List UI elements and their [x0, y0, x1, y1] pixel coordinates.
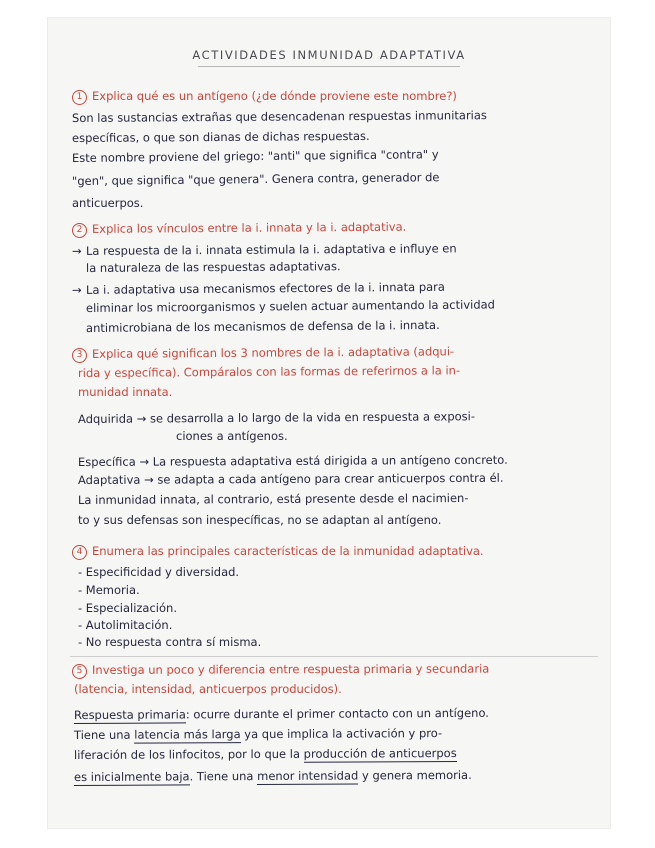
section-divider	[70, 656, 598, 657]
answer-4-item: - Especificidad y diversidad.	[78, 565, 240, 579]
title-underline	[198, 66, 460, 67]
question-1-text: Explica qué es un antígeno (¿de dónde proviene este nombre?)	[92, 89, 457, 103]
underlined-term: Respuesta primaria	[73, 707, 186, 722]
answer-5-line: Respuesta primaria: ocurre durante el primer contacto con un antígeno.	[73, 705, 489, 722]
arrow-icon: →	[71, 282, 82, 297]
answer-3-line: to y sus defensas son inespecíficas, no se adaptan al antígeno.	[78, 513, 442, 527]
answer-2-line: → La i. adaptativa usa mecanismos efectores de la i. innata para	[71, 279, 445, 297]
answer-2-line: → La respuesta de la i. innata estimula la i. adaptativa e influye en	[71, 241, 457, 258]
question-4	[72, 543, 610, 560]
question-2-text: Explica los vínculos entre la i. innata y la i. adaptativa.	[91, 219, 407, 236]
notebook-page	[48, 18, 610, 828]
answer-4-item: - Memoria.	[78, 583, 140, 597]
answer-4-item: - Autolimitación.	[78, 618, 173, 632]
question-3-line: munidad innata.	[78, 385, 173, 399]
answer-3-line: Adaptativa → se adapta a cada antígeno para crear anticuerpos contra él.	[77, 470, 504, 487]
answer-4-item: - Especialización.	[78, 601, 177, 615]
underlined-term: es inicialmente baja	[73, 769, 190, 784]
underlined-term: producción de anticuerpos	[303, 745, 457, 761]
answer-2-line: antimicrobiana de los mecanismos de defensa de la i. innata.	[85, 317, 440, 335]
page-title: ACTIVIDADES INMUNIDAD ADAPTATIVA	[192, 48, 466, 62]
answer-1-line: Son las sustancias extrañas que desencadenan respuestas inmunitarias	[71, 108, 487, 125]
arrow-icon: →	[71, 243, 82, 258]
question-3-text: Explica qué significan los 3 nombres de la i. adaptativa (adqui-	[91, 344, 455, 361]
answer-3-line: La inmunidad innata, al contrario, está presente desde el nacimien-	[77, 490, 469, 507]
answer-5-line: es inicialmente baja. Tiene una menor intensidad y genera memoria.	[73, 767, 472, 784]
answer-3-line: Adquirida → se desarrolla a lo largo de la vida en respuesta a exposi-	[77, 409, 476, 426]
answer-1-line: específicas, o que son dianas de dichas respuestas.	[71, 128, 370, 145]
question-5-text: Investiga un poco y diferencia entre respuesta primaria y secundaria	[91, 661, 490, 677]
underlined-term: latencia más larga	[134, 727, 241, 742]
question-1	[72, 88, 610, 105]
question-5-line: (latencia, intensidad, anticuerpos producidos).	[74, 682, 342, 696]
answer-2-line: la naturaleza de las respuestas adaptativas.	[85, 259, 341, 275]
question-number-4: 4	[72, 545, 87, 560]
question-number-2: 2	[72, 223, 87, 238]
question-2	[72, 217, 610, 238]
answer-1-line: anticuerpos.	[72, 196, 144, 210]
question-3	[72, 342, 610, 363]
answer-3-line: ciones a antígenos.	[176, 429, 288, 443]
answer-1-line: "gen", que significa "que genera". Genera contra, generador de	[71, 170, 440, 188]
answer-2-line: eliminar los microorganismos y suelen actuar aumentando la actividad	[85, 297, 495, 315]
answer-1-line: Este nombre proviene del griego: "anti" que significa "contra" y	[71, 147, 439, 165]
question-3-line: rida y específica). Compáralos con las formas de referirnos a la in-	[77, 363, 461, 380]
question-4-text: Enumera las principales características de la inmunidad adaptativa.	[92, 544, 484, 558]
answer-3-line: Específica → La respuesta adaptativa está dirigida a un antígeno concreto.	[77, 452, 508, 469]
underlined-term: menor intensidad	[257, 768, 359, 784]
answer-5-line: liferación de los linfocitos, por lo que la producción de anticuerpos	[73, 745, 457, 762]
question-number-1: 1	[72, 90, 87, 105]
question-number-3: 3	[72, 348, 87, 363]
answer-4-item: - No respuesta contra sí misma.	[78, 635, 262, 649]
question-5	[72, 660, 610, 679]
question-number-5: 5	[72, 664, 87, 679]
answer-5-line: Tiene una latencia más larga ya que implica la activación y pro-	[73, 726, 443, 742]
